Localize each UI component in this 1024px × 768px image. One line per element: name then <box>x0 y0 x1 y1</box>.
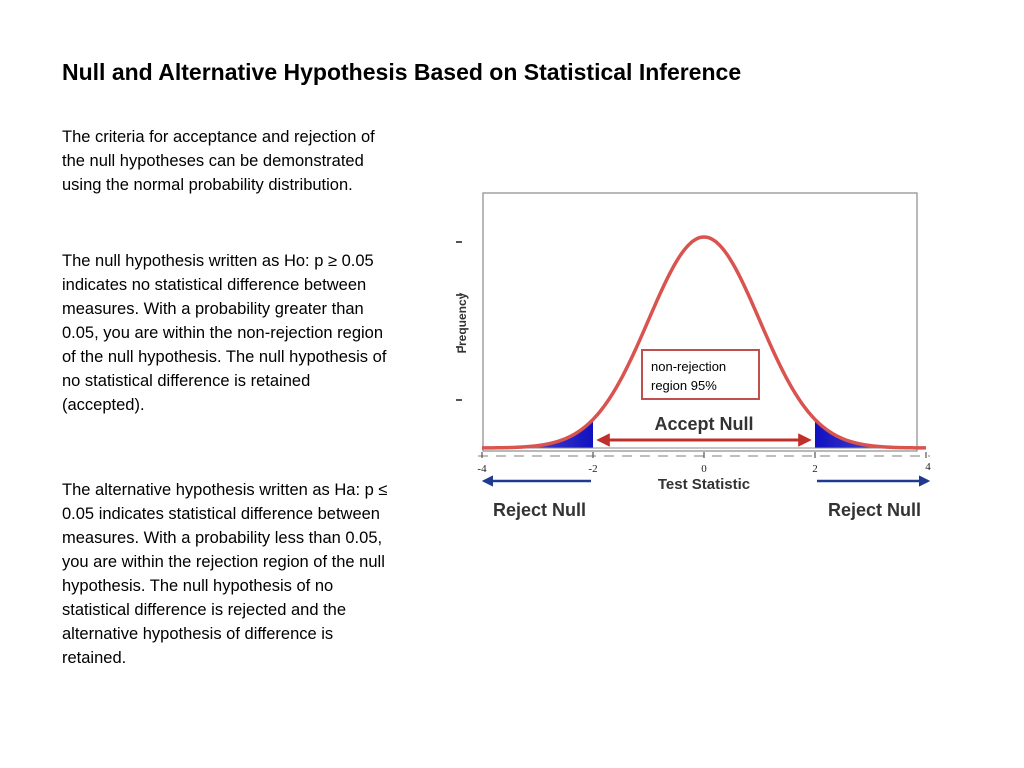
x-tick-label: -2 <box>588 463 598 475</box>
null-hypothesis-paragraph: The null hypothesis written as Ho: p ≥ 0.05 indicates no statistical difference between measures. With a probability greater than 0.05, you are within the non-rejection region of the null hypothesis. The null hypothesis of no statistical difference is retained (accepted). <box>62 252 387 414</box>
x-tick-label: -4 <box>477 463 487 475</box>
slide-title: Null and Alternative Hypothesis Based on Statistical Inference <box>62 59 742 85</box>
x-tick-label: 4 <box>925 461 931 473</box>
x-tick-label: 0 <box>701 463 707 475</box>
reject-null-left-label: Reject Null <box>492 500 587 520</box>
x-tick-label: 2 <box>812 463 818 475</box>
non-rejection-callout: non-rejection region 95% <box>641 349 760 400</box>
y-axis-label: Frequency <box>455 292 469 354</box>
intro-paragraph: The criteria for acceptance and rejection of the null hypotheses can be demonstrated using the normal probability distribution. <box>62 128 375 194</box>
plot-frame <box>483 193 917 451</box>
alternative-hypothesis-paragraph: The alternative hypothesis written as Ha: p ≤ 0.05 indicates statistical difference between measures. With a probability less than 0.05, you are within the rejection region of the null hypothesis. The null hypothesis of no statistical difference is rejected and the alternative hypothesis of difference is retained. <box>62 481 388 667</box>
x-axis-label: Test Statistic <box>657 476 751 493</box>
accept-null-label: Accept Null <box>654 414 754 434</box>
reject-null-right-label: Reject Null <box>827 500 922 520</box>
